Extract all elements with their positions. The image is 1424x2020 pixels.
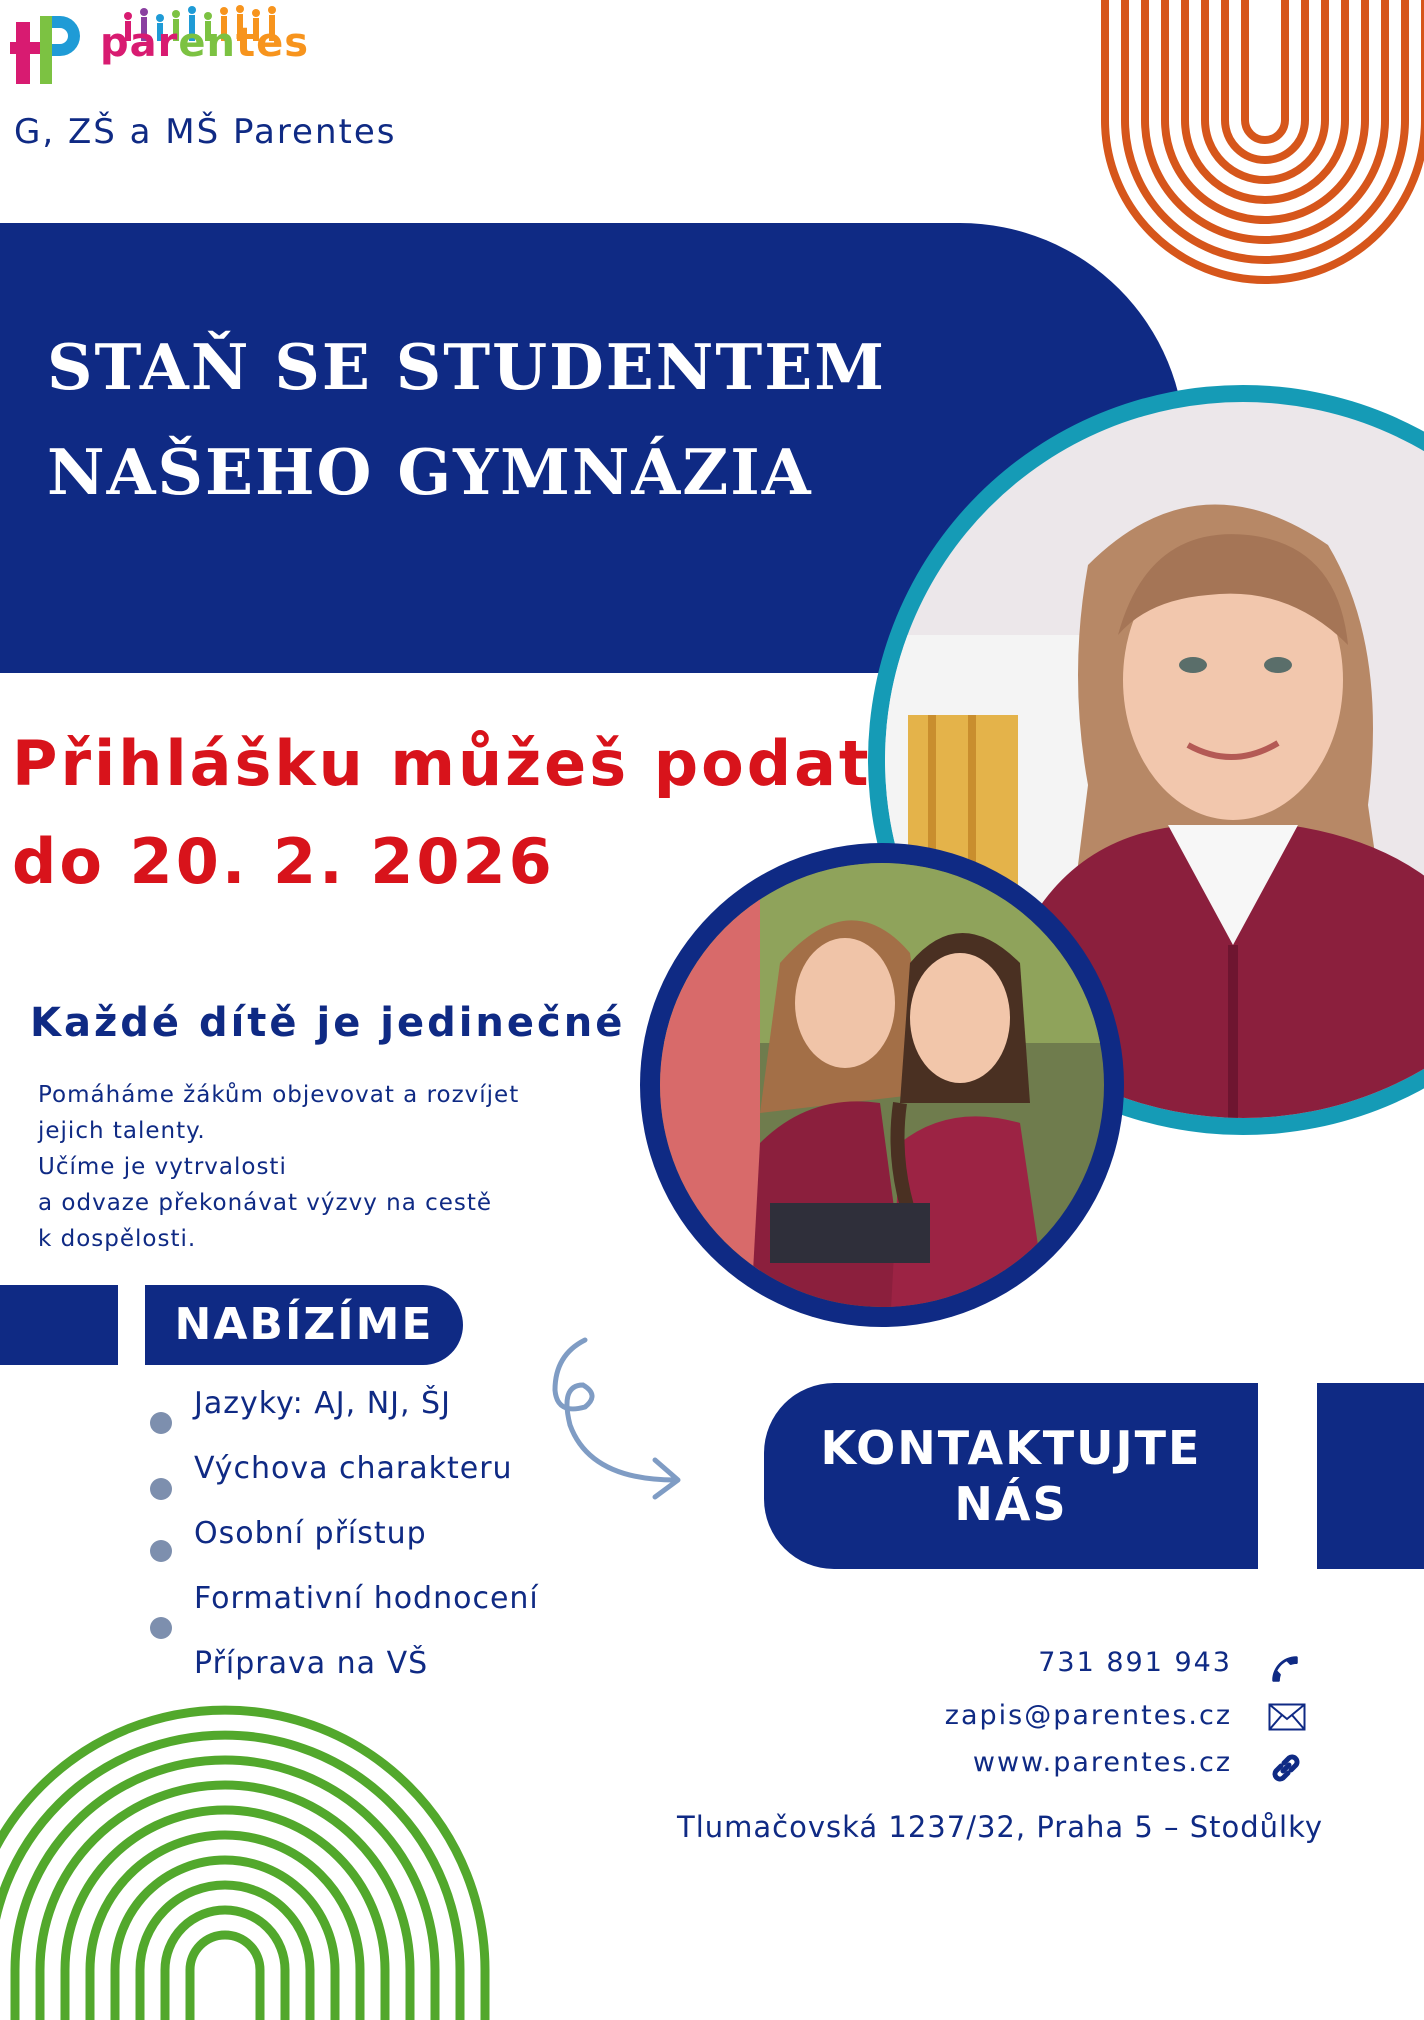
list-item: Formativní hodnocení [194, 1581, 539, 1616]
phone-number[interactable]: 731 891 943 [1038, 1647, 1232, 1678]
bullet-icon [150, 1540, 172, 1562]
offer-header-block [0, 1285, 118, 1365]
headline-line-1: STAŇ SE STUDENTEM [47, 330, 886, 404]
school-address: Tlumačovská 1237/32, Praha 5 – Stodůlky [677, 1810, 1324, 1844]
bullet-icon [150, 1617, 172, 1639]
motto-line: Pomáháme žákům objevovat a rozvíjet [38, 1082, 520, 1108]
contact-button-line-2: NÁS [954, 1477, 1068, 1531]
curved-arrow-icon [545, 1335, 695, 1505]
list-item: Příprava na VŠ [194, 1646, 429, 1681]
email-address[interactable]: zapis@parentes.cz [944, 1700, 1232, 1731]
phone-icon [1268, 1652, 1302, 1686]
contact-button-line-1: KONTAKTUJTE [820, 1421, 1202, 1475]
deadline-line-1: Přihlášku můžeš podat [12, 727, 872, 800]
orange-arch-decoration [1095, 0, 1424, 300]
list-item: Jazyky: AJ, NJ, ŠJ [194, 1386, 451, 1421]
motto-line: a odvaze překonávat výzvy na cestě [38, 1190, 493, 1216]
bullet-icon [150, 1412, 172, 1434]
list-item: Osobní přístup [194, 1516, 427, 1551]
contact-us-button[interactable] [764, 1383, 1258, 1569]
bullet-icon [150, 1478, 172, 1500]
headline-line-2: NAŠEHO GYMNÁZIA [47, 435, 813, 509]
school-name: G, ZŠ a MŠ Parentes [14, 112, 397, 152]
link-icon [1268, 1750, 1304, 1786]
students-photo-small [640, 843, 1124, 1327]
envelope-icon [1268, 1703, 1306, 1731]
website-link[interactable]: www.parentes.cz [972, 1747, 1232, 1778]
green-arch-decoration [0, 1700, 495, 2020]
motto-line: jejich talenty. [38, 1118, 206, 1144]
headline [47, 315, 886, 525]
motto-line: k dospělosti. [38, 1226, 197, 1252]
motto-title: Každé dítě je jedinečné [30, 1000, 626, 1046]
motto-line: Učíme je vytrvalosti [38, 1154, 287, 1180]
application-deadline [12, 715, 872, 911]
offer-title: NABÍZÍME [145, 1285, 463, 1365]
contact-side-block [1317, 1383, 1424, 1569]
motto-text [38, 1077, 519, 1257]
list-item: Výchova charakteru [194, 1451, 513, 1486]
fp-logo-icon [10, 8, 95, 93]
deadline-line-2: do 20. 2. 2026 [12, 825, 555, 898]
logo-wordmark: parentes [100, 20, 310, 66]
